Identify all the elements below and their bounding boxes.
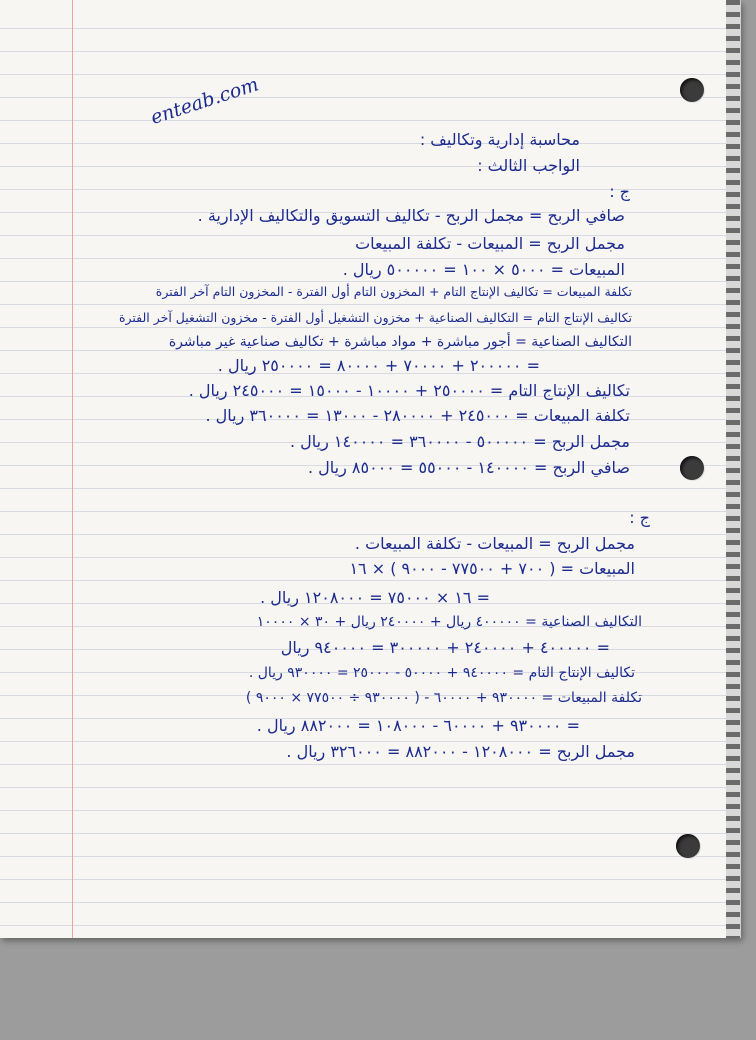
q1-line-11: صافي الربح = ١٤٠٠٠٠ - ٥٥٠٠٠ = ٨٥٠٠٠ ريال .: [307, 458, 630, 477]
q2-label: ج :: [629, 508, 650, 527]
q2-line-8: = ٩٣٠٠٠٠ + ٦٠٠٠٠ - ١٠٨٠٠٠ = ٨٨٢٠٠٠ ريال .: [256, 716, 580, 735]
binder-hole-top: [680, 78, 704, 102]
q1-line-2: مجمل الربح = المبيعات - تكلفة المبيعات: [355, 234, 625, 253]
margin-line: [72, 0, 73, 938]
q1-line-1: صافي الربح = مجمل الربح - تكاليف التسويق والتكاليف الإدارية .: [197, 206, 625, 225]
binder-hole-bottom: [676, 834, 700, 858]
q1-line-4: تكلفة المبيعات = تكاليف الإنتاج التام + المخزون التام أول الفترة - المخزون التام آخر الفترة: [155, 284, 632, 299]
header-title: محاسبة إدارية وتكاليف :: [419, 130, 580, 149]
binder-hole-middle: [680, 456, 704, 480]
q2-line-7: تكلفة المبيعات = ٩٣٠٠٠٠ + ٦٠٠٠٠ - ( ٩٣٠٠٠٠ ÷ ٧٧٥٠٠ × ٩٠٠٠ ): [245, 690, 642, 706]
q1-line-10: مجمل الربح = ٥٠٠٠٠٠ - ٣٦٠٠٠٠ = ١٤٠٠٠٠ ريال .: [289, 432, 630, 451]
assignment-label: الواجب الثالث :: [477, 156, 580, 175]
q1-line-5: تكاليف الإنتاج التام = التكاليف الصناعية + مخزون التشغيل أول الفترة - مخزون التشغيل آخر الفترة: [118, 310, 632, 325]
q1-line-6: التكاليف الصناعية = أجور مباشرة + مواد مباشرة + تكاليف صناعية غير مباشرة: [168, 334, 632, 350]
q2-line-1: مجمل الربح = المبيعات - تكلفة المبيعات .: [354, 534, 635, 553]
q1-line-7: = ٢٠٠٠٠٠ + ٧٠٠٠٠ + ٨٠٠٠٠ = ٢٥٠٠٠٠ ريال .: [217, 356, 540, 375]
spiral-binding: [726, 0, 740, 938]
q2-line-4: التكاليف الصناعية = ٤٠٠٠٠٠ ريال + ٢٤٠٠٠٠ ريال + ٣٠ × ١٠٠٠٠: [256, 614, 642, 630]
q2-line-2: المبيعات = ( ٧٠٠ + ٧٧٥٠٠ - ٩٠٠٠ ) × ١٦: [349, 559, 635, 578]
q2-line-9: مجمل الربح = ١٢٠٨٠٠٠ - ٨٨٢٠٠٠ = ٣٢٦٠٠٠ ريال .: [286, 742, 635, 761]
q2-line-5: = ٤٠٠٠٠٠ + ٢٤٠٠٠٠ + ٣٠٠٠٠٠ = ٩٤٠٠٠٠ ريال: [280, 638, 610, 657]
q1-label: ج :: [609, 182, 630, 201]
q2-line-6: تكاليف الإنتاج التام = ٩٤٠٠٠٠ + ٥٠٠٠٠ - ٢٥٠٠٠ = ٩٣٠٠٠٠ ريال .: [248, 665, 635, 681]
q1-line-8: تكاليف الإنتاج التام = ٢٥٠٠٠٠ + ١٠٠٠٠ - ١٥٠٠٠ = ٢٤٥٠٠٠ ريال .: [188, 381, 630, 400]
q1-line-9: تكلفة المبيعات = ٢٤٥٠٠٠ + ٢٨٠٠٠٠ - ١٣٠٠٠ = ٣٦٠٠٠٠ ريال .: [205, 406, 630, 425]
q2-line-3: = ١٦ × ٧٥٠٠٠ = ١٢٠٨٠٠٠ ريال .: [260, 588, 490, 607]
watermark-signature: enteab.com: [148, 73, 262, 129]
q1-line-3: المبيعات = ٥٠٠٠ × ١٠٠ = ٥٠٠٠٠٠ ريال .: [342, 260, 625, 279]
